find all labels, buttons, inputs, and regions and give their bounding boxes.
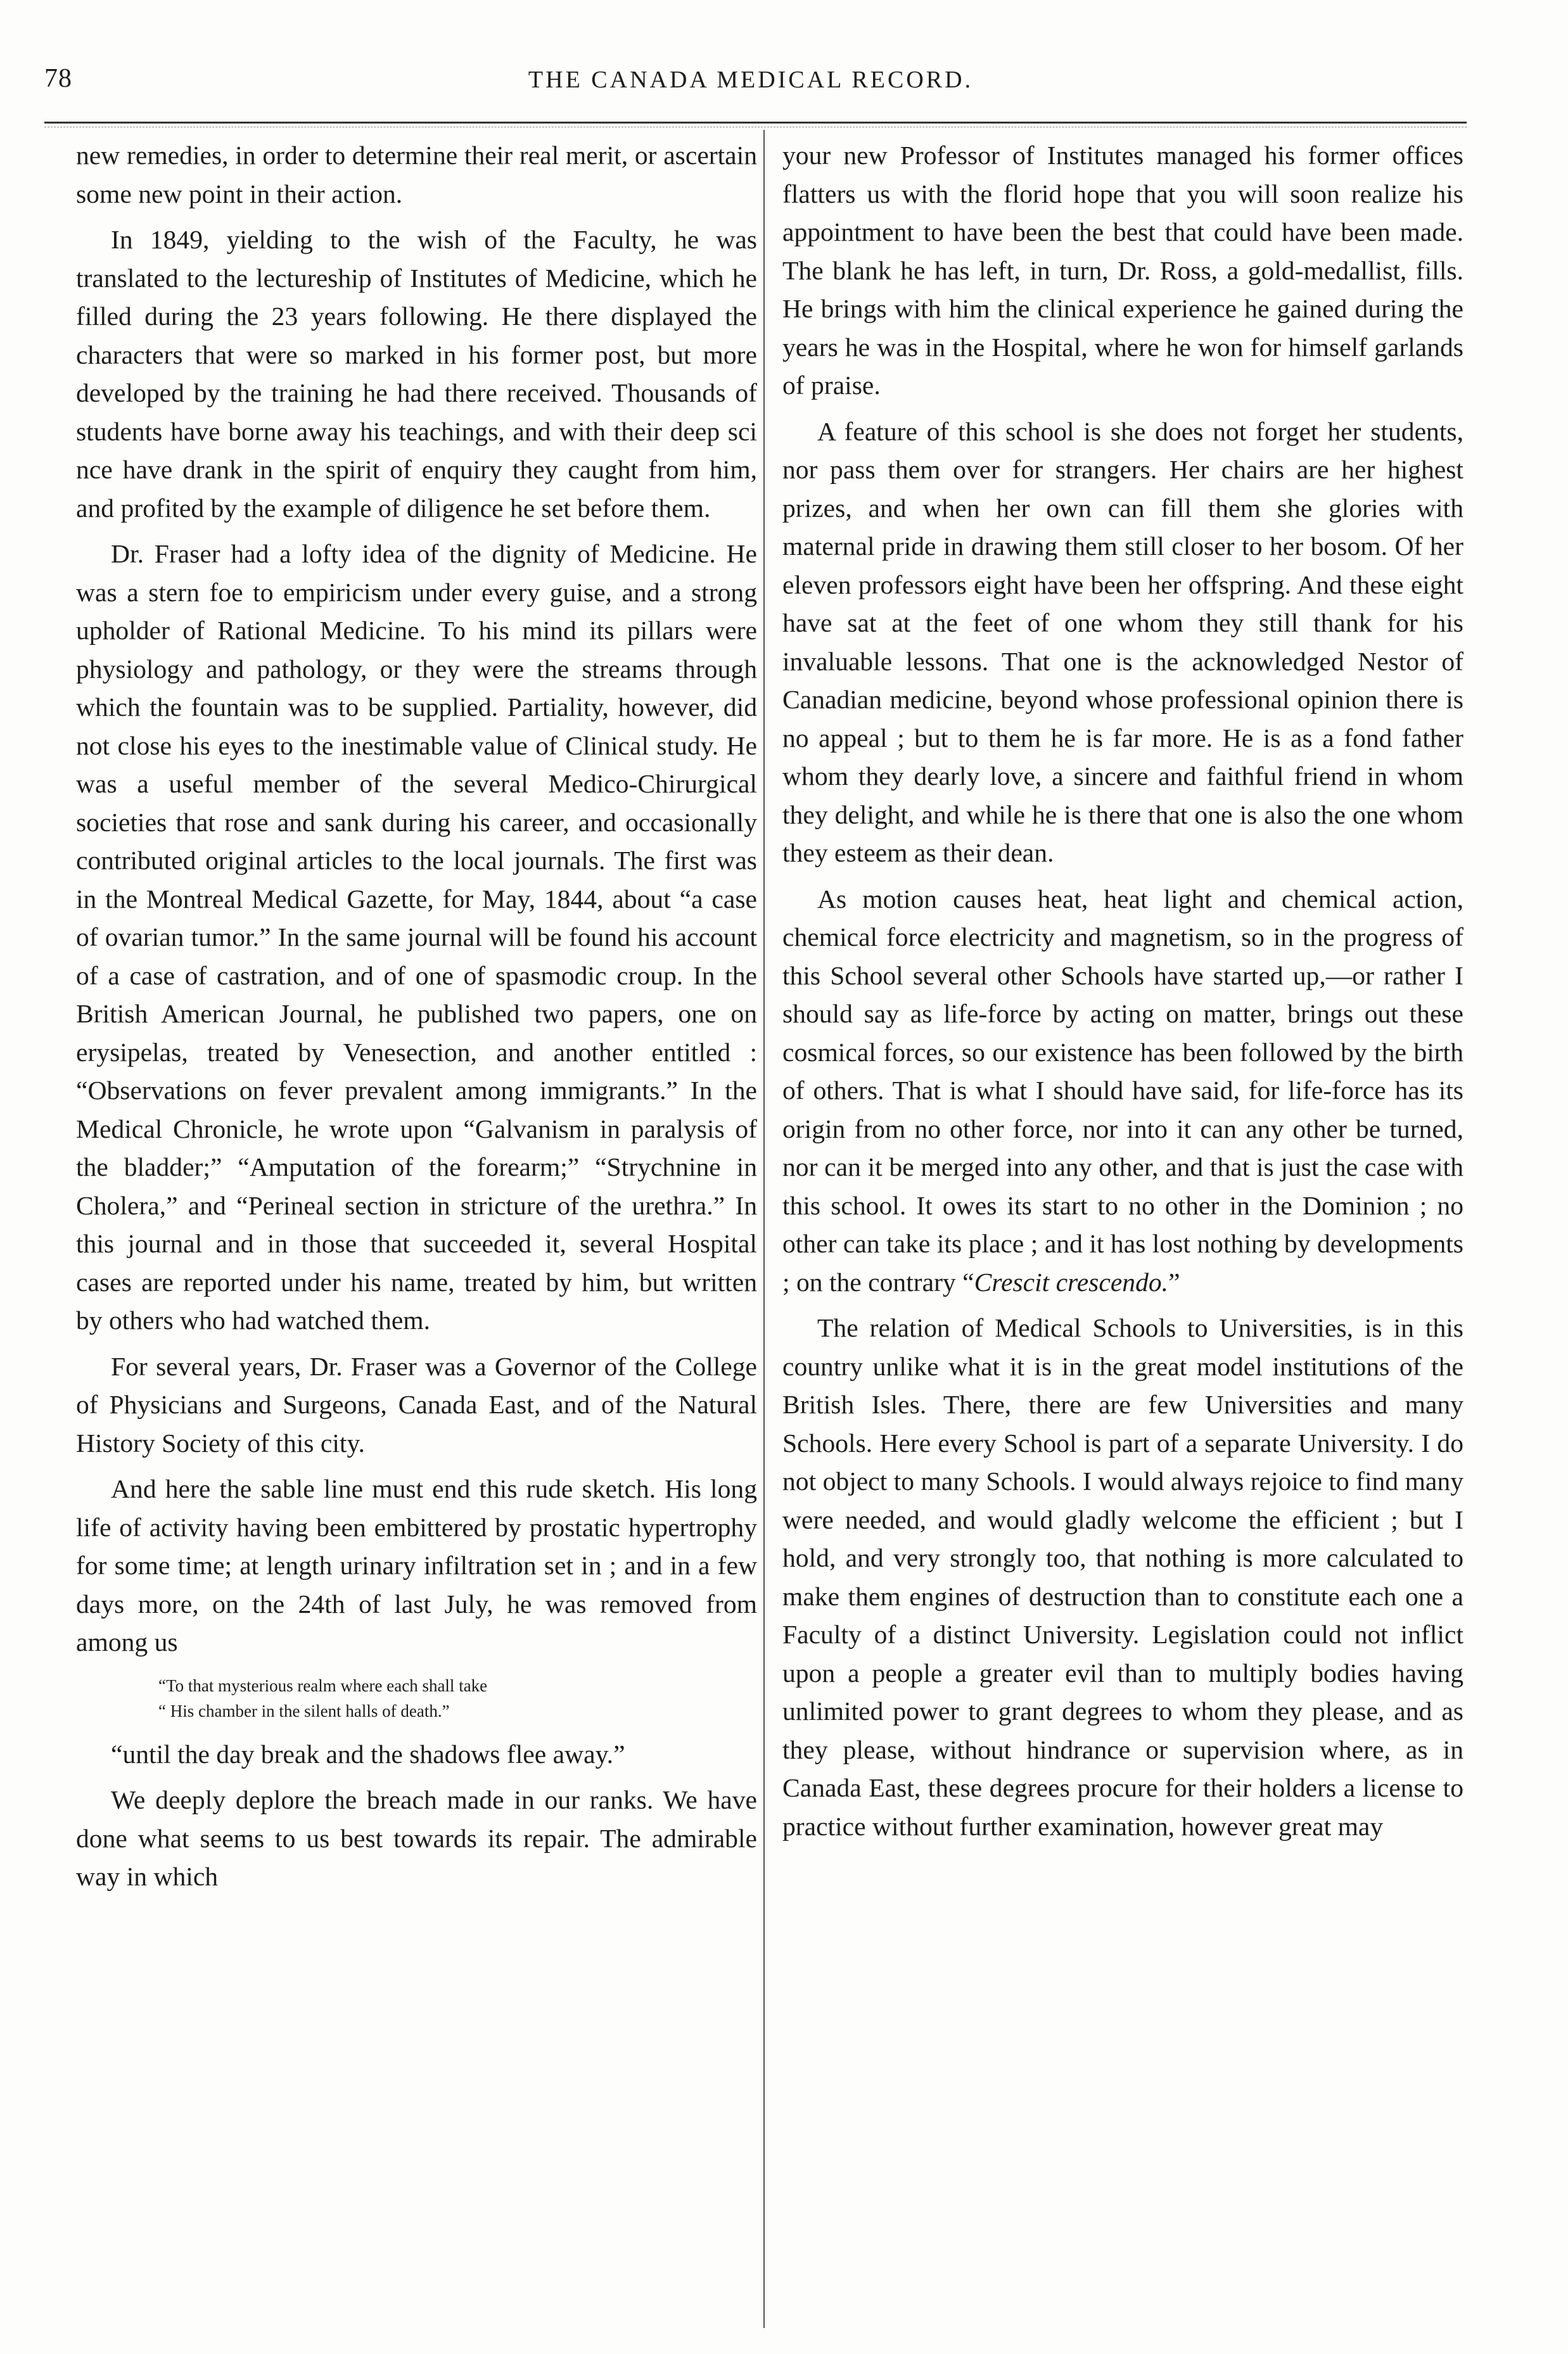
header-rule [44, 122, 1467, 124]
left-column [76, 136, 757, 1904]
poem-line: “To that mysterious realm where each shall take [158, 1676, 488, 1695]
paragraph: For several years, Dr. Fraser was a Governor of the College of Physicians and Surgeons, Canada East, and of the Natural History Society of this city. [76, 1351, 757, 1458]
closing-quote: ” [1168, 1267, 1180, 1297]
paragraph: your new Professor of Institutes managed his former offices flatters us with the florid hope that you will soon realize his appointment to have been the best that could have been made. The blank he has left, in turn, Dr. Ross, a gold-medallist, fills. He brings with him the clinical experience he gained during the years he was in the Hospital, where he won for himself garlands of praise. [782, 141, 1463, 400]
paragraph: We deeply deplore the breach made in our ranks. We have done what seems to us best towards its repair. The admirable way in which [76, 1785, 757, 1891]
journal-title: THE CANADA MEDICAL RECORD. [528, 67, 974, 93]
right-column [782, 136, 1463, 1853]
paragraph-text: As motion causes heat, heat light and chemical action, chemical force electricity and magnetism, so in the progress of this School several other Schools have started up,—or rather I should say as life-force by acting on matter, brings out these cosmical forces, so our existence has been followed by the birth of others. That is what I should have said, for life-force has its origin from no other force, nor into it can any other be turned, nor can it be merged into any other, and that is just the case with this school. It owes its start to no other in the Dominion ; no other can take its place ; and it has lost nothing by developments ; on the contrary “ [782, 884, 1463, 1297]
page-header [44, 63, 1457, 108]
column-divider [763, 130, 765, 2328]
paragraph: And here the sable line must end this rude sketch. His long life of activity having been embittered by prostatic hypertrophy for some time; at length urinary infiltration set in ; and in a few days more, on the 24th of last July, he was removed from among us [76, 1474, 757, 1657]
page-number: 78 [44, 64, 72, 93]
paragraph: new remedies, in order to determine their real merit, or ascertain some new point in their action. [76, 141, 757, 208]
poem-quote [158, 1673, 757, 1724]
paragraph: Dr. Fraser had a lofty idea of the dignity of Medicine. He was a stern foe to empiricism under every guise, and a strong upholder of Rational Medicine. To his mind its pillars were physiology and pathology, or they were the streams through which the fountain was to be supplied. Partiality, however, did not close his eyes to the inestimable value of Clinical study. He was a useful member of the several Medico-Chirurgical societies that rose and sank during his career, and occasionally contributed original articles to the local journals. The first was in the Montreal Medical Gazette, for May, 1844, about “a case of ovarian tumor.” In the same journal will be found his account of a case of castration, and of one of spasmodic croup. In the British American Journal, he published two papers, one on erysipelas, treated by Venesection, and another entitled : “Observations on fever prevalent among immigrants.” In the Medical Chronicle, he wrote upon “Galvanism in paralysis of the bladder;” “Amputation of the forearm;” “Strychnine in Cholera,” and “Perineal section in stricture of the urethra.” In this journal and in those that succeeded it, several Hospital cases are reported under his name, treated by him, but written by others who had watched them. [76, 539, 757, 1335]
latin-phrase: Crescit crescendo. [974, 1267, 1169, 1297]
poem-closing-line: “until the day break and the shadows flee away.” [111, 1739, 625, 1769]
paragraph: The relation of Medical Schools to Universities, is in this country unlike what it is in the great model institutions of the British Isles. There, there are few Universities and many Schools. Here every School is part of a separate University. I do not object to many Schools. I would always rejoice to find many were needed, and would gladly welcome the efficient ; but I hold, and very strongly too, that nothing is more calculated to make them engines of destruction than to constitute each one a Faculty of a distinct University. Legislation could not inflict upon a people a greater evil than to multiply bodies having unlimited power to grant degrees to whom they please, and as they please, without hindrance or supervision where, as in Canada East, these degrees procure for their holders a license to practice without further examination, however great may [782, 1313, 1463, 1841]
paragraph [782, 880, 1463, 1302]
paragraph: A feature of this school is she does not forget her students, nor pass them over for strangers. Her chairs are her highest prizes, and when her own can fill them she glories with maternal pride in drawing them still closer to her bosom. Of her eleven professors eight have been her offspring. And these eight have sat at the feet of one whom they still thank for his invaluable lessons. That one is the acknowledged Nestor of Canadian medicine, beyond whose professional opinion there is no appeal ; but to them he is far more. He is as a fond father whom they dearly love, a sincere and faithful friend in whom they delight, and while he is there that one is also the one whom they esteem as their dean. [782, 416, 1463, 867]
poem-line: “ His chamber in the silent halls of death.” [158, 1701, 450, 1721]
paragraph: In 1849, yielding to the wish of the Faculty, he was translated to the lectureship of Institutes of Medicine, which he filled during the 23 years following. He there displayed the characters that were so marked in his former post, but more developed by the training he had there received. Thousands of students have borne away his teachings, and with their deep sci nce have drank in the spirit of enquiry they caught from him, and profited by the example of diligence he set before them. [76, 225, 757, 523]
